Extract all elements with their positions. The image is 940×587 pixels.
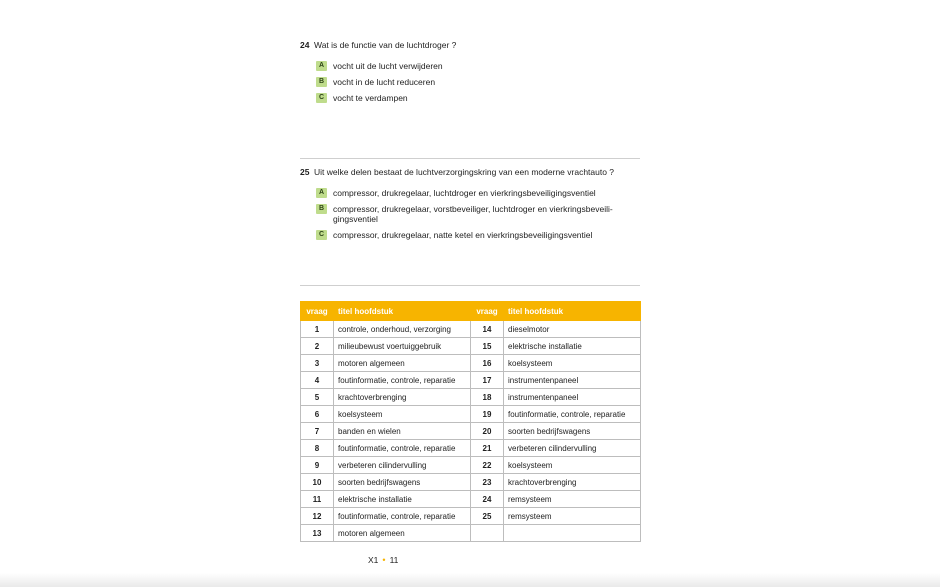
question-number-cell: 22 bbox=[471, 457, 504, 474]
chapter-title-cell: koelsysteem bbox=[334, 406, 471, 423]
table-row bbox=[301, 423, 641, 440]
question-number-cell: 19 bbox=[471, 406, 504, 423]
question-text: Wat is de functie van de luchtdroger ? bbox=[314, 40, 457, 50]
option-b[interactable] bbox=[316, 77, 640, 87]
chapter-title-cell: instrumentenpaneel bbox=[504, 372, 641, 389]
chapter-title-cell: foutinformatie, controle, reparatie bbox=[334, 372, 471, 389]
chapter-title-cell: krachtoverbrenging bbox=[334, 389, 471, 406]
question-number-cell: 8 bbox=[301, 440, 334, 457]
question-number-cell: 21 bbox=[471, 440, 504, 457]
page-edge-shadow bbox=[0, 573, 940, 587]
chapter-title-cell: krachtoverbrenging bbox=[504, 474, 641, 491]
chapter-title-cell: milieubewust voertuiggebruik bbox=[334, 338, 471, 355]
option-text: compressor, drukregelaar, natte ketel en vierkringsbeveiligingsventiel bbox=[333, 230, 593, 240]
table-row bbox=[301, 474, 641, 491]
chapter-title-cell: foutinformatie, controle, reparatie bbox=[334, 440, 471, 457]
question-number-cell: 20 bbox=[471, 423, 504, 440]
table-row bbox=[301, 525, 641, 542]
question-number-cell bbox=[471, 525, 504, 542]
question-number-cell: 23 bbox=[471, 474, 504, 491]
answer-options bbox=[316, 61, 640, 103]
question-number-cell: 15 bbox=[471, 338, 504, 355]
question-number-cell: 18 bbox=[471, 389, 504, 406]
question-number-cell: 14 bbox=[471, 321, 504, 338]
option-a[interactable] bbox=[316, 61, 640, 71]
table-row bbox=[301, 491, 641, 508]
chapter-table bbox=[300, 301, 641, 542]
chapter-title-cell: koelsysteem bbox=[504, 457, 641, 474]
page-number: 11 bbox=[389, 555, 399, 565]
column-header-titel: titel hoofdstuk bbox=[334, 302, 471, 321]
option-letter-badge: B bbox=[316, 204, 327, 214]
chapter-title-cell: instrumentenpaneel bbox=[504, 389, 641, 406]
chapter-title-cell: motoren algemeen bbox=[334, 355, 471, 372]
option-text: compressor, drukregelaar, vorstbeveiliger, luchtdroger en vierkringsbeveiligingsventiel bbox=[333, 204, 613, 224]
option-text: compressor, drukregelaar, luchtdroger en vierkringsbeveiligingsventiel bbox=[333, 188, 596, 198]
option-letter-badge: C bbox=[316, 230, 327, 240]
option-text: vocht in de lucht reduceren bbox=[333, 77, 436, 87]
chapter-title-cell: elektrische installatie bbox=[334, 491, 471, 508]
table-row bbox=[301, 508, 641, 525]
question-25 bbox=[300, 167, 640, 246]
column-header-vraag: vraag bbox=[301, 302, 334, 321]
option-c[interactable] bbox=[316, 93, 640, 103]
chapter-title-cell: motoren algemeen bbox=[334, 525, 471, 542]
option-text: vocht uit de lucht verwijderen bbox=[333, 61, 443, 71]
chapter-title-cell: remsysteem bbox=[504, 491, 641, 508]
question-number: 25 bbox=[300, 167, 310, 177]
section-divider bbox=[300, 158, 640, 159]
table-row bbox=[301, 457, 641, 474]
question-number-cell: 24 bbox=[471, 491, 504, 508]
column-header-vraag: vraag bbox=[471, 302, 504, 321]
table-row bbox=[301, 440, 641, 457]
chapter-title-cell: elektrische installatie bbox=[504, 338, 641, 355]
answer-options bbox=[316, 188, 640, 240]
chapter-title-cell: banden en wielen bbox=[334, 423, 471, 440]
chapter-title-cell bbox=[504, 525, 641, 542]
question-number-cell: 10 bbox=[301, 474, 334, 491]
question-number-cell: 2 bbox=[301, 338, 334, 355]
question-number-cell: 9 bbox=[301, 457, 334, 474]
chapter-title-cell: foutinformatie, controle, reparatie bbox=[504, 406, 641, 423]
question-number-cell: 25 bbox=[471, 508, 504, 525]
option-a[interactable] bbox=[316, 188, 640, 198]
question-24 bbox=[300, 40, 640, 109]
option-letter-badge: B bbox=[316, 77, 327, 87]
question-number-cell: 11 bbox=[301, 491, 334, 508]
chapter-title-cell: dieselmotor bbox=[504, 321, 641, 338]
question-number-cell: 6 bbox=[301, 406, 334, 423]
option-letter-badge: A bbox=[316, 61, 327, 71]
table-row bbox=[301, 389, 641, 406]
question-number-cell: 17 bbox=[471, 372, 504, 389]
question-number-cell: 12 bbox=[301, 508, 334, 525]
page-footer bbox=[368, 555, 398, 566]
table-row bbox=[301, 338, 641, 355]
column-header-titel: titel hoofdstuk bbox=[504, 302, 641, 321]
question-number-cell: 16 bbox=[471, 355, 504, 372]
option-b[interactable] bbox=[316, 204, 640, 224]
bullet-separator: • bbox=[382, 555, 386, 565]
chapter-title-cell: koelsysteem bbox=[504, 355, 641, 372]
question-number-cell: 4 bbox=[301, 372, 334, 389]
question-number-cell: 7 bbox=[301, 423, 334, 440]
question-number-cell: 1 bbox=[301, 321, 334, 338]
option-letter-badge: A bbox=[316, 188, 327, 198]
question-number-cell: 3 bbox=[301, 355, 334, 372]
chapter-title-cell: verbeteren cilindervulling bbox=[334, 457, 471, 474]
table-header-row bbox=[301, 302, 641, 321]
table-row bbox=[301, 355, 641, 372]
table-row bbox=[301, 372, 641, 389]
option-c[interactable] bbox=[316, 230, 640, 240]
section-divider bbox=[300, 285, 640, 286]
question-number-cell: 5 bbox=[301, 389, 334, 406]
option-letter-badge: C bbox=[316, 93, 327, 103]
option-text: vocht te verdampen bbox=[333, 93, 408, 103]
question-number: 24 bbox=[300, 40, 310, 50]
chapter-title-cell: foutinformatie, controle, reparatie bbox=[334, 508, 471, 525]
table-row bbox=[301, 406, 641, 423]
chapter-title-cell: soorten bedrijfswagens bbox=[504, 423, 641, 440]
section-code: X1 bbox=[368, 555, 379, 565]
chapter-title-cell: soorten bedrijfswagens bbox=[334, 474, 471, 491]
chapter-title-cell: remsysteem bbox=[504, 508, 641, 525]
question-number-cell: 13 bbox=[301, 525, 334, 542]
table-row bbox=[301, 321, 641, 338]
chapter-title-cell: controle, onderhoud, verzorging bbox=[334, 321, 471, 338]
chapter-title-cell: verbeteren cilindervulling bbox=[504, 440, 641, 457]
question-text: Uit welke delen bestaat de luchtverzorgingskring van een moderne vrachtauto ? bbox=[314, 167, 615, 177]
